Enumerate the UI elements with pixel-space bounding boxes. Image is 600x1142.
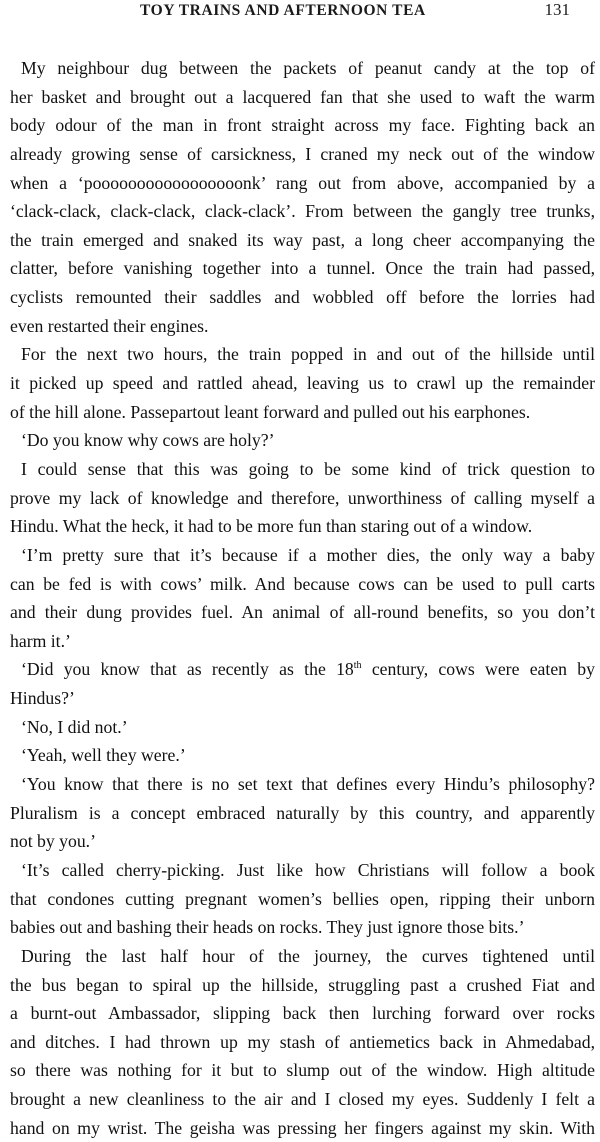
text-line-with-superscript bbox=[10, 655, 595, 684]
text-line: ‘I’m pretty sure that it’s because if a mother dies, the only way a baby bbox=[21, 544, 595, 565]
text-line: I could sense that this was going to be some kind of trick question to bbox=[21, 458, 595, 479]
text-line: the bus began to spiral up the hillside, struggling past a crushed Fiat and bbox=[10, 974, 595, 995]
text-line: the train emerged and snaked its way past, a long cheer accompanying the bbox=[10, 229, 595, 250]
text-line: harm it.’ bbox=[10, 630, 71, 651]
text-line: and ditches. I had thrown up my stash of antiemetics back in Ahmedabad, bbox=[10, 1031, 595, 1052]
running-head: TOY TRAINS AND AFTERNOON TEA bbox=[140, 2, 426, 19]
text-line: a burnt-out Ambassador, slipping back then lurching forward over rocks bbox=[10, 1003, 595, 1024]
text-line: For the next two hours, the train popped in and out of the hillside until bbox=[21, 344, 595, 365]
text-line: babies out and bashing their heads on rocks. They just ignore those bits.’ bbox=[10, 917, 525, 938]
text-line: ‘You know that there is no set text that defines every Hindu’s philosophy? bbox=[21, 774, 595, 795]
text-line: even restarted their engines. bbox=[10, 315, 209, 336]
text-line: cyclists remounted their saddles and wobbled off before the lorries had bbox=[10, 287, 595, 308]
text-line: not by you.’ bbox=[10, 831, 96, 852]
text-line: ‘Yeah, well they were.’ bbox=[21, 745, 186, 766]
text-line: body odour of the man in front straight across my face. Fighting back an bbox=[10, 115, 595, 136]
text-line: ‘clack-clack, clack-clack, clack-clack’. From between the gangly tree trunks, bbox=[10, 201, 595, 222]
body-text bbox=[10, 54, 595, 1142]
text-line: Hindus?’ bbox=[10, 688, 75, 709]
text-line: Pluralism is a concept embraced naturally by this country, and apparently bbox=[10, 802, 595, 823]
text-segment: century, cows were eaten by bbox=[361, 659, 595, 680]
text-line: already growing sense of carsickness, I craned my neck out of the window bbox=[10, 143, 595, 164]
text-line: brought a new cleanliness to the air and I closed my eyes. Suddenly I felt a bbox=[10, 1089, 595, 1110]
text-line: ‘Do you know why cows are holy?’ bbox=[21, 430, 275, 451]
text-line: prove my lack of knowledge and therefore, unworthiness of calling myself a bbox=[10, 487, 595, 508]
text-line: Hindu. What the heck, it had to be more fun than staring out of a window. bbox=[10, 516, 533, 537]
page-number: 131 bbox=[544, 0, 570, 19]
text-line: so there was nothing for it but to slump out of the window. High altitude bbox=[10, 1060, 595, 1081]
text-line: it picked up speed and rattled ahead, leaving us to crawl up the remainder bbox=[10, 373, 595, 394]
text-line: hand on my wrist. The geisha was pressing her fingers against my skin. With bbox=[10, 1117, 595, 1138]
text-line: ‘No, I did not.’ bbox=[21, 716, 128, 737]
text-line: her basket and brought out a lacquered fan that she used to waft the warm bbox=[10, 86, 595, 107]
text-line: clatter, before vanishing together into a tunnel. Once the train had passed, bbox=[10, 258, 595, 279]
text-line: can be fed is with cows’ milk. And because cows can be used to pull carts bbox=[10, 573, 595, 594]
text-line: ‘It’s called cherry-picking. Just like how Christians will follow a book bbox=[21, 859, 595, 880]
text-line: and their dung provides fuel. An animal of all-round benefits, so you don’t bbox=[10, 602, 595, 623]
superscript: th bbox=[353, 660, 362, 672]
text-line: when a ‘pooooooooooooooooonk’ rang out from above, accompanied by a bbox=[10, 172, 595, 193]
text-line: During the last half hour of the journey, the curves tightened until bbox=[21, 945, 595, 966]
text-line: My neighbour dug between the packets of peanut candy at the top of bbox=[21, 58, 595, 78]
text-segment: ‘Did you know that as recently as the 18 bbox=[21, 659, 354, 680]
text-line: that condones cutting pregnant women’s bellies open, ripping their unborn bbox=[10, 888, 595, 909]
text-line: of the hill alone. Passepartout leant forward and pulled out his earphones. bbox=[10, 401, 531, 422]
